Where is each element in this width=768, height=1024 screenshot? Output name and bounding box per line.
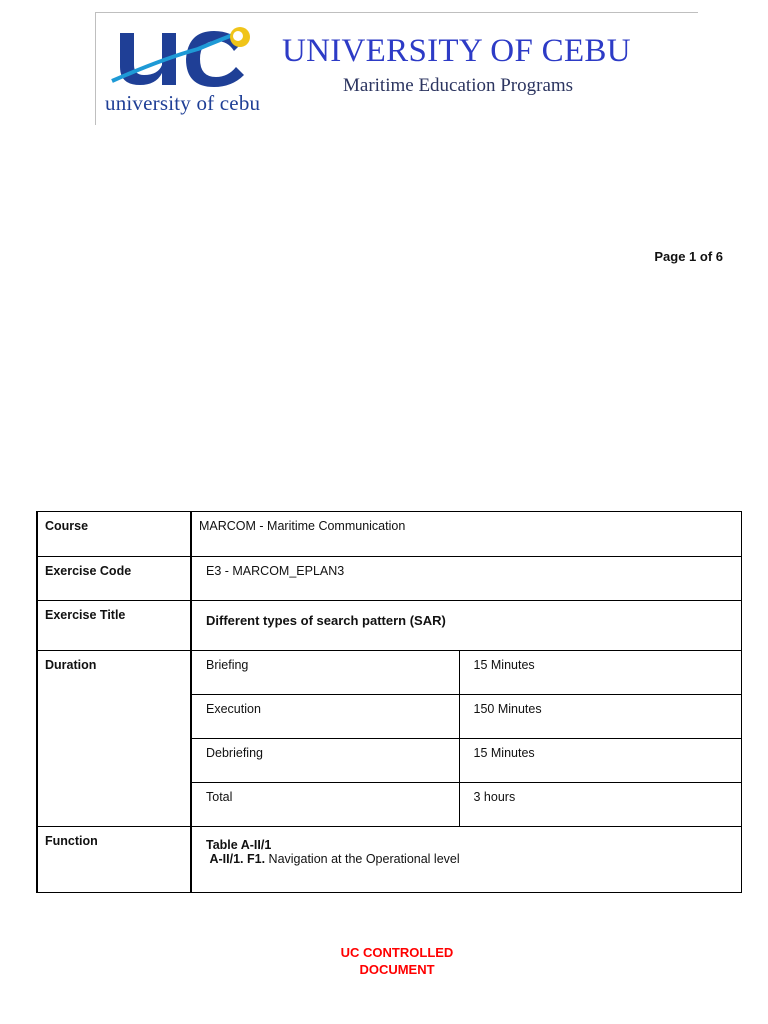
course-value: MARCOM - Maritime Communication — [191, 512, 741, 557]
exercise-title-value: Different types of search pattern (SAR) — [206, 613, 446, 628]
controlled-line-1: UC CONTROLLED — [340, 945, 454, 960]
exercise-title-label: Exercise Title — [37, 601, 191, 651]
function-label: Function — [37, 827, 191, 893]
duration-time: 150 Minutes — [459, 695, 741, 739]
duration-time: 3 hours — [459, 783, 741, 827]
function-description: Navigation at the Operational level — [268, 852, 460, 866]
duration-label: Duration — [37, 651, 191, 827]
table-row-exercise-title — [37, 601, 741, 651]
table-row-duration — [37, 651, 741, 695]
logo-caption: university of cebu — [105, 91, 261, 115]
duration-phase: Debriefing — [191, 739, 459, 783]
page-indicator: Page 1 of 6 — [654, 249, 723, 264]
function-cell — [191, 827, 741, 893]
controlled-line-2: DOCUMENT — [359, 962, 435, 977]
university-name: UNIVERSITY OF CEBU — [282, 33, 631, 69]
course-label: Course — [37, 512, 191, 557]
table-row-function — [37, 827, 741, 893]
function-code: A-II/1. F1. — [209, 852, 266, 866]
duration-time: 15 Minutes — [459, 739, 741, 783]
table-row-course — [37, 512, 741, 557]
function-table-ref: Table A-II/1 — [206, 838, 272, 852]
controlled-document-notice — [297, 944, 497, 978]
duration-phase: Briefing — [191, 651, 459, 695]
table-row-exercise-code — [37, 557, 741, 601]
duration-phase: Total — [191, 783, 459, 827]
function-detail — [206, 852, 734, 866]
document-header — [95, 12, 698, 125]
duration-time: 15 Minutes — [459, 651, 741, 695]
exercise-title-cell — [191, 601, 741, 651]
duration-phase: Execution — [191, 695, 459, 739]
exercise-code-value: E3 - MARCOM_EPLAN3 — [191, 557, 741, 601]
uc-logo — [102, 19, 282, 119]
exercise-info-table — [36, 511, 742, 893]
exercise-code-label: Exercise Code — [37, 557, 191, 601]
program-name: Maritime Education Programs — [343, 75, 574, 96]
uc-logo-mark — [102, 19, 282, 94]
